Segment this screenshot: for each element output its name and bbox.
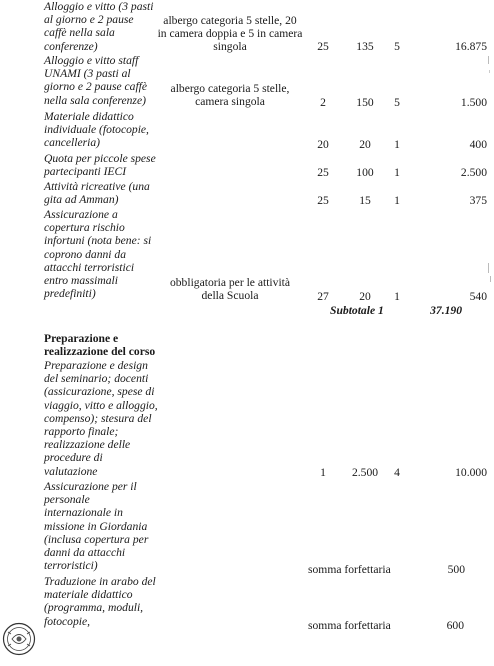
row-6-description: Assicurazione a copertura rischio infortuni (nota bene: si coprono danni da attacchi terroristici entro massimali predefiniti) [44, 208, 152, 301]
section-row-2-total: 500 [447, 563, 465, 576]
row-5-days: 1 [394, 194, 400, 207]
section-row-1-qty: 1 [320, 466, 326, 479]
row-3-days: 1 [394, 138, 400, 151]
section-row-1-description: Preparazione e design del seminario; docenti (assicurazione, spese di viaggio, vitto e alloggio, compenso); stesura del rapporto finale; realizzazione delle procedure di valutazione [44, 359, 158, 478]
section-row-2-description: Assicurazione per il personale internazionale in missione in Giordania (inclusa copertura per danni da attacchi terroristici) [44, 480, 149, 573]
section-row-1-days: 4 [394, 466, 400, 479]
row-1-qty: 25 [317, 40, 329, 53]
row-3-unit-cost: 20 [359, 138, 371, 151]
row-6-qty: 27 [317, 290, 329, 303]
row-3-description: Materiale didattico individuale (fotocopie, cancelleria) [44, 110, 149, 150]
row-3-qty: 20 [317, 138, 329, 151]
row-2-unit-cost: 150 [356, 96, 374, 109]
row-2-days: 5 [394, 96, 400, 109]
row-6-unit-cost: 20 [359, 290, 371, 303]
section-row-3-lump-sum: somma forfettaria [308, 619, 391, 632]
row-6-note: obbligatoria per le attività della Scuola [169, 276, 291, 303]
row-4-description: Quota per piccole spese partecipanti IECI [44, 152, 156, 179]
section-row-1-unit-cost: 2.500 [351, 466, 379, 479]
section-row-1-total: 10.000 [455, 466, 487, 479]
section-row-3-total: 600 [446, 619, 464, 632]
row-5-description: Attività ricreative (una gita ad Amman) [44, 180, 150, 207]
row-4-qty: 25 [317, 166, 329, 179]
row-1-total: 16.875 [455, 40, 487, 53]
row-2-qty: 2 [320, 96, 326, 109]
row-4-days: 1 [394, 166, 400, 179]
scan-specks [482, 56, 494, 296]
row-2-description: Alloggio e vitto staff UNAMI (3 pasti al giorno e 2 pause caffè nella sala conferenze) [44, 54, 148, 107]
row-1-days: 5 [394, 40, 400, 53]
row-1-unit-cost: 135 [356, 40, 374, 53]
row-3-total: 400 [469, 138, 487, 151]
seal-stamp-icon [2, 622, 36, 656]
subtotal-value: 37.190 [430, 304, 462, 317]
section-heading: Preparazione e realizzazione del corso [44, 332, 156, 359]
row-4-total: 2.500 [460, 166, 487, 179]
section-row-3-description: Traduzione in arabo del materiale didattico (programma, moduli, fotocopie, [44, 575, 156, 628]
row-2-note: albergo categoria 5 stelle, camera singola [170, 82, 290, 109]
row-1-note: albergo categoria 5 stelle, 20 in camera doppia e 5 in camera singola [157, 14, 303, 54]
row-5-total: 375 [469, 194, 487, 207]
row-5-unit-cost: 15 [359, 194, 371, 207]
row-5-qty: 25 [317, 194, 329, 207]
row-1-description: Alloggio e vitto (3 pasti al giorno e 2 pause caffè nella sala conferenze) [44, 0, 154, 53]
row-4-unit-cost: 100 [356, 166, 374, 179]
row-2-total: 1.500 [460, 96, 487, 109]
section-row-2-lump-sum: somma forfettaria [308, 563, 391, 576]
row-6-total: 540 [469, 290, 487, 303]
row-6-days: 1 [394, 290, 400, 303]
subtotal-label: Subtotale 1 [330, 304, 384, 317]
